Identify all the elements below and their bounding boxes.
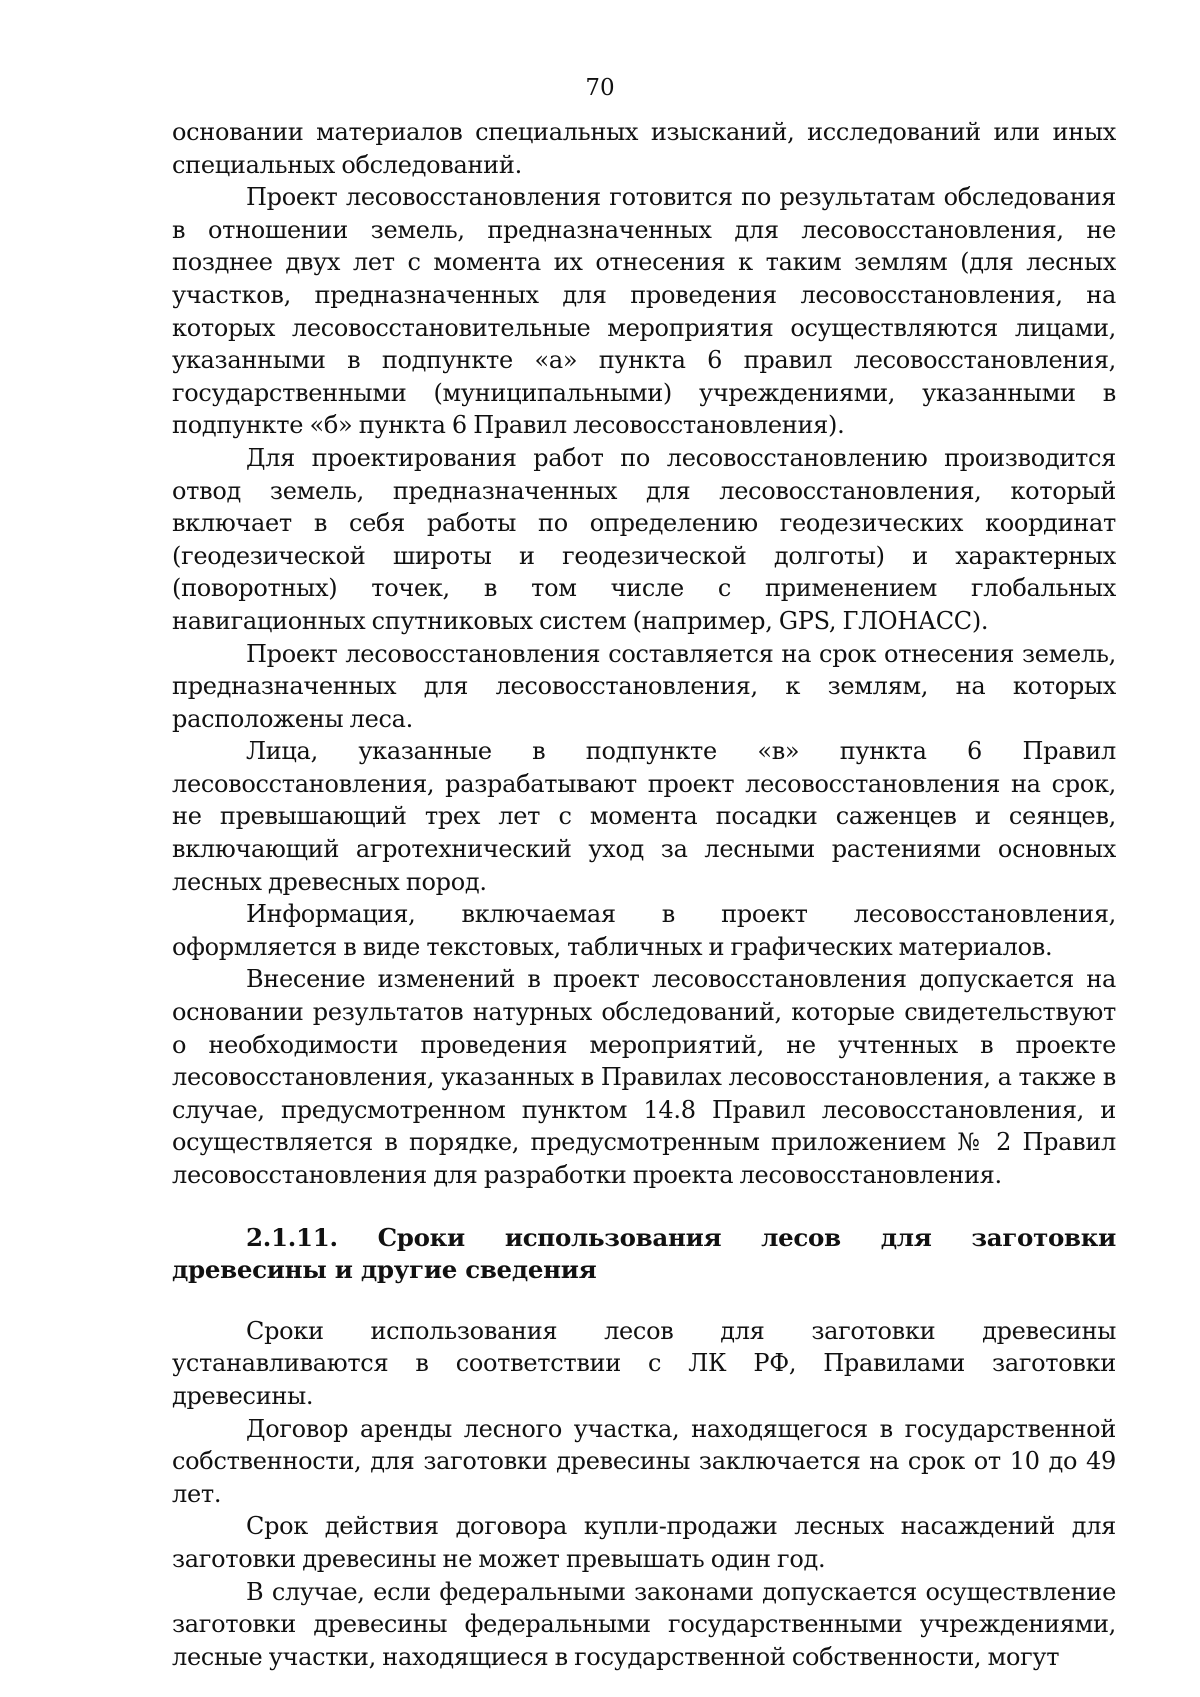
document-body (172, 116, 1116, 1673)
paragraph: Для проектирования работ по лесовосстановлению производится отвод земель, предназначенных для лесовосстановления, который включает в себя работы по определению геодезических координат (геодезической широты и геодезической долготы) и характерных (поворотных) точек, в том числе с применением глобальных навигационных спутниковых систем (например, GPS, ГЛОНАСС). (172, 443, 1116, 635)
paragraph: Лица, указанные в подпункте «в» пункта 6 Правил лесовосстановления, разрабатывают проект лесовосстановления на срок, не превышающий трех лет с момента посадки саженцев и сеянцев, включающий агротехнический уход за лесными растениями основных лесных древесных пород. (172, 737, 1116, 896)
paragraph: Срок действия договора купли-продажи лесных насаждений для заготовки древесины не может превышать один год. (172, 1512, 1116, 1573)
paragraph: Проект лесовосстановления составляется на срок отнесения земель, предназначенных для лесовосстановления, к землям, на которых расположены леса. (172, 639, 1116, 733)
paragraph: Внесение изменений в проект лесовосстановления допускается на основании результатов натурных обследований, которые свидетельствуют о необходимости проведения мероприятий, не учтенных в проекте лесовосстановления, указанных в Правилах лесовосстановления, а также в случае, предусмотренном пунктом 14.8 Правил лесовосстановления, и осуществляется в порядке, предусмотренным приложением № 2 Правил лесовосстановления для разработки проекта лесовосстановления. (172, 965, 1116, 1189)
paragraph: Информация, включаемая в проект лесовосстановления, оформляется в виде текстовых, табличных и графических материалов. (172, 900, 1116, 961)
paragraph: В случае, если федеральными законами допускается осуществление заготовки древесины федеральными государственными учреждениями, лесные участки, находящиеся в государственной собственности, могут (172, 1577, 1116, 1671)
page-number: 70 (585, 75, 615, 101)
paragraph: Договор аренды лесного участка, находящегося в государственной собственности, для заготовки древесины заключается на срок от 10 до 49 лет. (172, 1414, 1116, 1508)
paragraph-continuation: основании материалов специальных изысканий, исследований или иных специальных обследований. (172, 118, 1116, 179)
paragraph: Проект лесовосстановления готовится по результатам обследования в отношении земель, предназначенных для лесовосстановления, не позднее двух лет с момента их отнесения к таким землям (для лесных участков, предназначенных для проведения лесовосстановления, на которых лесовосстановительные мероприятия осуществляются лицами, указанными в подпункте «а» пункта 6 правил лесовосстановления, государственными (муниципальными) учреждениями, указанными в подпункте «б» пункта 6 Правил лесовосстановления). (172, 183, 1116, 440)
paragraph: Сроки использования лесов для заготовки древесины устанавливаются в соответствии с ЛК РФ, Правилами заготовки древесины. (172, 1316, 1116, 1410)
section-heading: 2.1.11. Сроки использования лесов для заготовки древесины и другие сведения (172, 1222, 1116, 1285)
